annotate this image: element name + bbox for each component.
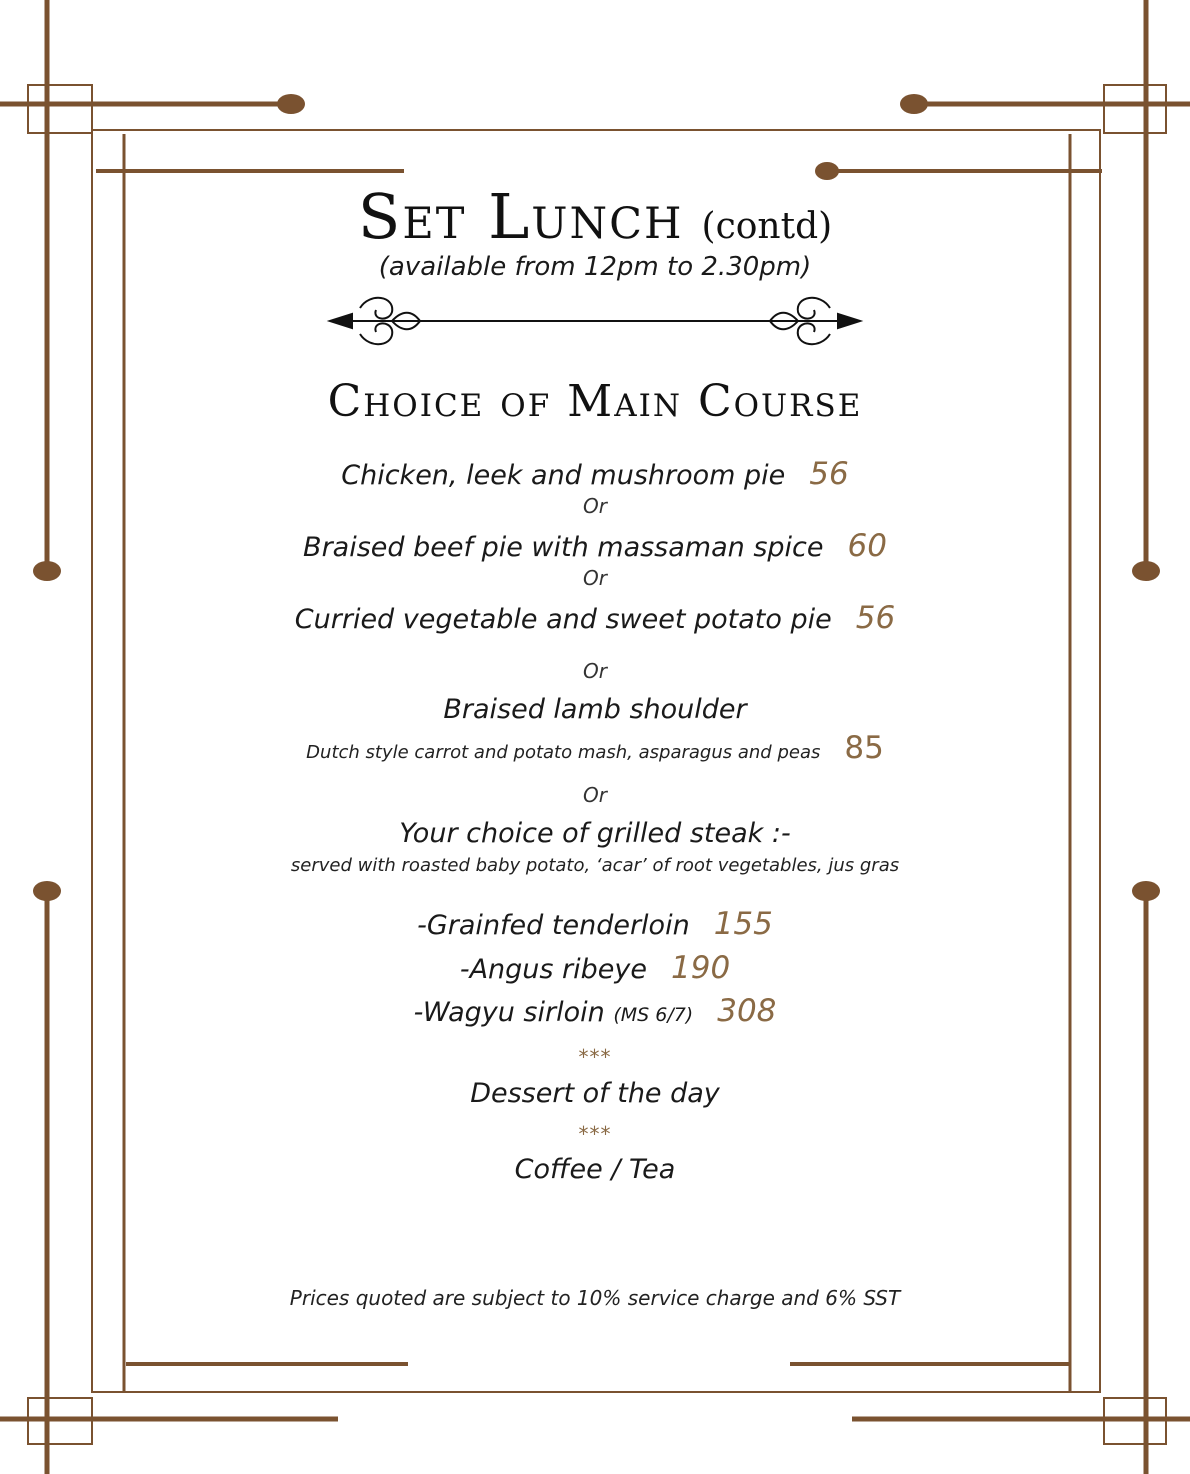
steak-option-sirloin	[0, 993, 1190, 1029]
steak-option-ribeye	[0, 950, 1190, 986]
steak-option-tenderloin	[0, 906, 1190, 942]
item-grade: (MS 6/7)	[613, 1004, 694, 1026]
divider-stars: ***	[578, 1122, 612, 1146]
item-description: Dutch style carrot and potato mash, asparagus and peas	[306, 742, 821, 763]
menu-item-lamb: Braised lamb shoulder	[443, 694, 747, 725]
item-price: 190	[671, 950, 731, 986]
divider-stars: ***	[578, 1045, 612, 1069]
item-name: -Grainfed tenderloin	[417, 910, 690, 941]
or-separator: Or	[583, 659, 607, 683]
menu-item-veg-pie	[0, 600, 1190, 636]
availability-text: (available from 12pm to 2.30pm)	[378, 252, 812, 282]
item-name: Curried vegetable and sweet potato pie	[294, 604, 832, 635]
item-price: 155	[713, 906, 773, 942]
price-disclaimer: Prices quoted are subject to 10% service charge and 6% SST	[289, 1286, 901, 1310]
or-separator: Or	[583, 494, 607, 518]
dessert-item: Dessert of the day	[470, 1078, 720, 1109]
item-price: 60	[847, 528, 887, 564]
item-name: Braised beef pie with massaman spice	[303, 532, 824, 563]
or-separator: Or	[583, 566, 607, 590]
menu-item-chicken-pie	[0, 456, 1190, 492]
title-suffix: (contd)	[701, 206, 833, 247]
title-text: Set Lunch	[357, 180, 684, 253]
section-heading: Choice of Main Course	[327, 376, 863, 427]
item-price: 56	[855, 600, 896, 636]
item-price: 56	[809, 456, 849, 492]
page-title	[0, 180, 1190, 253]
item-name: -Wagyu sirloin	[413, 997, 605, 1028]
item-price: 85	[844, 730, 884, 766]
menu-item-steak: Your choice of grilled steak :-	[399, 818, 791, 849]
steak-description: served with roasted baby potato, ‘acar’ of root vegetables, jus gras	[290, 855, 900, 876]
or-separator: Or	[583, 783, 607, 807]
drinks-item: Coffee / Tea	[514, 1154, 676, 1185]
menu-item-beef-pie	[0, 528, 1190, 564]
item-name: Chicken, leek and mushroom pie	[341, 460, 786, 491]
menu-item-lamb-details	[0, 730, 1190, 766]
ornament-divider	[330, 298, 860, 344]
item-name: -Angus ribeye	[459, 954, 647, 985]
item-price: 308	[717, 993, 777, 1029]
